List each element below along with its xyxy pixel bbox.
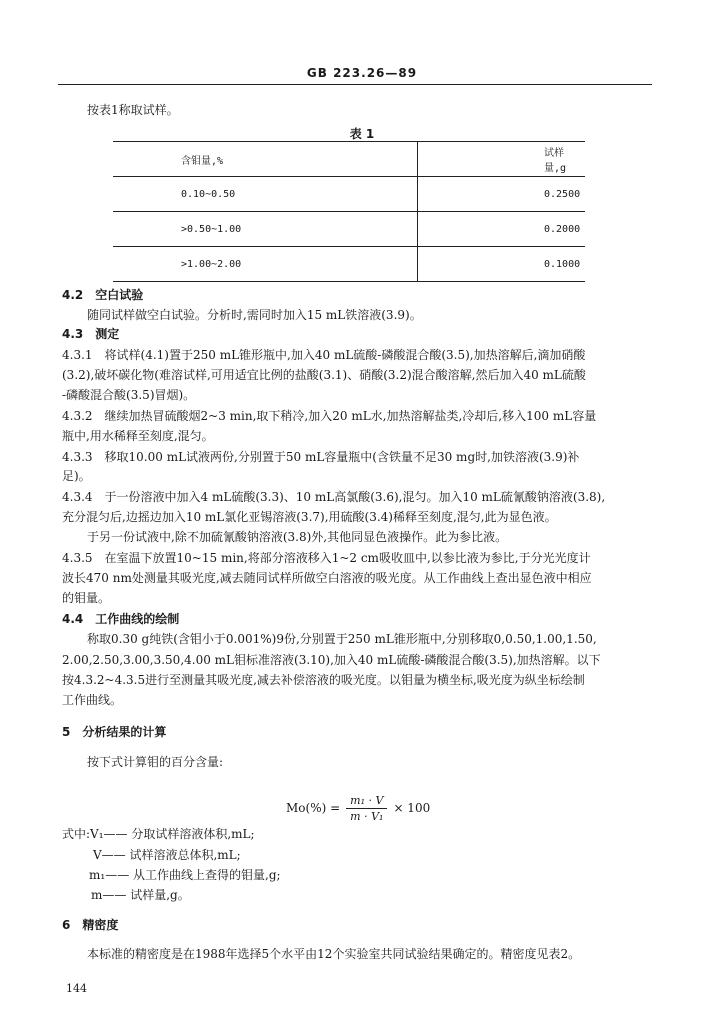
section-4-2-title: 4.2 空白试验 — [62, 288, 144, 302]
column-header-mo-content: 含钼量,% — [113, 142, 418, 177]
table-row — [113, 247, 585, 282]
table-header-row — [113, 142, 585, 177]
paragraph-line: 随同试样做空白试验。分析时,需同时加入15 mL铁溶液(3.9)。 — [87, 308, 422, 322]
table-cell: >0.50~1.00 — [113, 212, 418, 247]
formula-numerator: m₁ · V — [346, 794, 387, 809]
intro-text: 按表1称取试样。 — [87, 103, 179, 117]
table-row — [113, 212, 585, 247]
section-6-title: 6 精密度 — [62, 918, 119, 932]
paragraph-line: 的钼量。 — [62, 591, 111, 605]
section-4-4-title: 4.4 工作曲线的绘制 — [62, 612, 180, 626]
table-title: 表 1 — [349, 127, 375, 141]
table-cell: 0.1000 — [418, 247, 586, 282]
page-number: 144 — [66, 982, 87, 995]
paragraph-line: 4.3.1 将试样(4.1)置于250 mL锥形瓶中,加入40 mL硫酸-磷酸混合酸(3.5),加热溶解后,滴加硝酸 — [62, 348, 586, 362]
paragraph-line: 4.3.3 移取10.00 mL试液两份,分别置于50 mL容量瓶中(含铁量不足30 mg时,加铁溶液(3.9)补 — [62, 450, 580, 464]
table-row — [113, 177, 585, 212]
paragraph-line: 充分混匀后,边摇边加入10 mL氯化亚锡溶液(3.7),用硫酸(3.4)稀释至刻度,混匀,此为显色液。 — [62, 510, 557, 524]
paragraph-line: 按4.3.2~4.3.5进行至测量其吸光度,减去补偿溶液的吸光度。以钼量为横坐标,吸光度为纵坐标绘制 — [62, 673, 585, 687]
variable-definition: 式中:V₁—— 分取试样溶液体积,mL; — [62, 827, 255, 841]
formula-denominator: m · V₁ — [350, 809, 384, 823]
formula-fraction — [346, 794, 387, 823]
column-header-sample-mass: 试样量,g — [418, 142, 586, 177]
mo-percent-formula — [286, 788, 430, 828]
paragraph-line: 足)。 — [62, 469, 91, 483]
table-cell: 0.10~0.50 — [113, 177, 418, 212]
paragraph-line: 4.3.4 于一份溶液中加入4 mL硫酸(3.3)、10 mL高氯酸(3.6),混匀。加入10 mL硫氰酸钠溶液(3.8), — [62, 490, 606, 504]
paragraph-line: 本标准的精密度是在1988年选择5个水平由12个实验室共同试验结果确定的。精密度见表2。 — [87, 947, 581, 961]
paragraph-line: 波长470 nm处测量其吸光度,减去随同试样所做空白溶液的吸光度。从工作曲线上查出显色液中相应 — [62, 571, 592, 585]
section-4-3-title: 4.3 测定 — [62, 327, 120, 341]
header-rule — [58, 84, 652, 85]
paragraph-line: 于另一份试液中,除不加硫氰酸钠溶液(3.8)外,其他同显色液操作。此为参比液。 — [87, 530, 508, 544]
paragraph-line: 瓶中,用水稀释至刻度,混匀。 — [62, 429, 214, 443]
variable-definition: m₁—— 从工作曲线上查得的钼量,g; — [89, 868, 281, 882]
paragraph-line: (3.2),破坏碳化物(难溶试样,可用适宜比例的盐酸(3.1)、硝酸(3.2)混合酸溶解,然后加入40 mL硫酸 — [62, 368, 586, 382]
table-cell: 0.2000 — [418, 212, 586, 247]
section-5-title: 5 分析结果的计算 — [62, 725, 167, 739]
variable-definition: m—— 试样量,g。 — [91, 888, 190, 902]
variable-definition: V—— 试样溶液总体积,mL; — [93, 848, 241, 862]
paragraph-line: 按下式计算钼的百分含量: — [87, 755, 224, 769]
table-cell: >1.00~2.00 — [113, 247, 418, 282]
paragraph-line: -磷酸混合酸(3.5)冒烟)。 — [62, 388, 196, 402]
formula-lhs: Mo(%) = — [286, 801, 341, 815]
paragraph-line: 4.3.2 继续加热冒硫酸烟2~3 min,取下稍冷,加入20 mL水,加热溶解盐类,冷却后,移入100 mL容量 — [62, 409, 597, 423]
table-cell: 0.2500 — [418, 177, 586, 212]
paragraph-line: 工作曲线。 — [62, 693, 123, 707]
paragraph-line: 称取0.30 g纯铁(含钼小于0.001%)9份,分别置于250 mL锥形瓶中,分别移取0,0.50,1.00,1.50, — [87, 632, 597, 646]
formula-rhs: × 100 — [393, 801, 431, 815]
paragraph-line: 4.3.5 在室温下放置10~15 min,将部分溶液移入1~2 cm吸收皿中,以参比液为参比,于分光光度计 — [62, 551, 591, 565]
paragraph-line: 2.00,2.50,3.00,3.50,4.00 mL钼标准溶液(3.10),加入40 mL硫酸-磷酸混合酸(3.5),加热溶解。以下 — [62, 653, 601, 667]
standard-number-header: GB 223.26—89 — [306, 66, 418, 80]
sample-mass-table — [113, 141, 585, 282]
